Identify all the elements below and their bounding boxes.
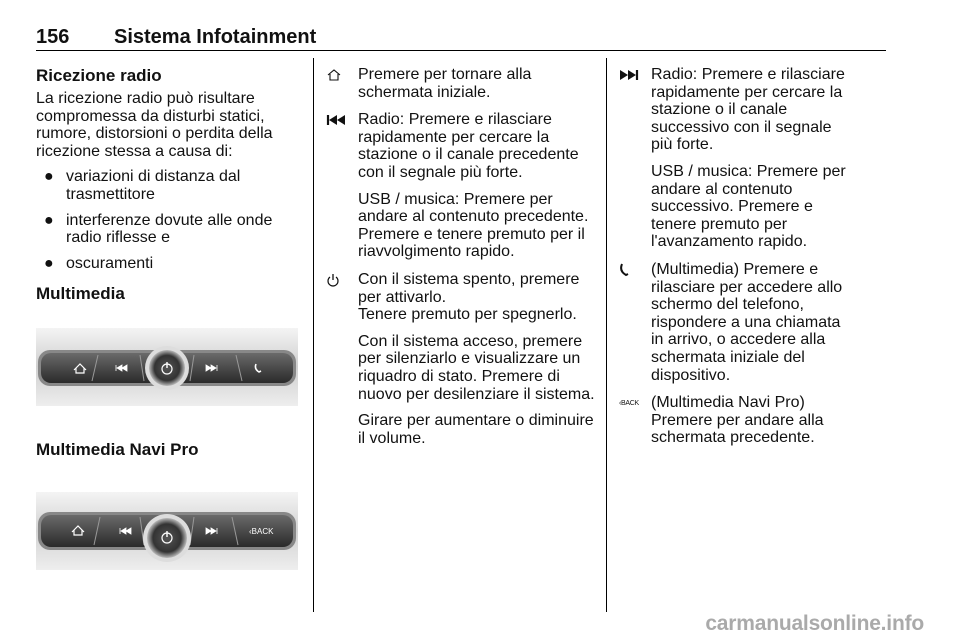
section-title: Sistema Infotainment bbox=[114, 26, 317, 48]
list-item: ● interferenze dovute alle onde radio riflesse e bbox=[44, 211, 273, 247]
page-header bbox=[36, 26, 316, 49]
column-divider bbox=[313, 58, 314, 612]
home-icon bbox=[326, 68, 346, 84]
previous-track-icon bbox=[326, 113, 346, 129]
column-divider bbox=[606, 58, 607, 612]
list-item: Premere per tornare alla schermata iniziale. bbox=[326, 66, 596, 101]
phone-icon bbox=[619, 263, 639, 279]
list-item: Con il sistema spento, premere per attivarlo. Tenere premuto per spegnerlo. Con il sistema acceso, premere per silenziarlo e visualizzare un riquadro di stato. Premere di nuovo per desilenziare il sistema. Girare per aumentare o diminuire il volume. bbox=[326, 271, 596, 447]
back-icon: ‹BACK bbox=[619, 400, 639, 408]
bullet-icon: ● bbox=[44, 168, 54, 186]
list-item: ‹BACK (Multimedia Navi Pro) Premere per andare alla schermata precedente. bbox=[619, 394, 824, 447]
watermark: carmanualsonline.info bbox=[705, 612, 924, 635]
bullet-icon: ● bbox=[44, 211, 54, 229]
power-icon bbox=[326, 273, 346, 289]
list-item: (Multimedia) Premere e rilasciare per accedere allo schermo del telefono, rispondere a una chiamata in arrivo, o accedere alla schermata iniziale del dispositivo. bbox=[619, 261, 849, 384]
heading-reception: Ricezione radio bbox=[36, 66, 162, 85]
bullet-icon: ● bbox=[44, 254, 54, 272]
header-rule bbox=[36, 50, 886, 51]
column-3 bbox=[619, 66, 849, 457]
list-item: ● variazioni di distanza dal trasmettitore bbox=[44, 168, 241, 203]
heading-multimedia: Multimedia bbox=[36, 284, 125, 304]
heading-navi-pro: Multimedia Navi Pro bbox=[36, 440, 199, 459]
list-item: Radio: Premere e rilasciare rapidamente per cercare la stazione o il canale successivo con il segnale più forte. USB / musica: Premere per andare al contenuto successivo. Premere e tenere premuto per l'avanzamento rapido. bbox=[619, 66, 849, 251]
list-item: ● oscuramenti bbox=[44, 254, 154, 272]
list-item: Radio: Premere e rilasciare rapidamente per cercare la stazione o il canale precedente con il segnale più forte. USB / musica: Premere per andare al contenuto precedente. Premere e tenere premuto per il riavvolgimento rapido. bbox=[326, 111, 596, 261]
column-2 bbox=[326, 66, 596, 457]
navi-pro-panel-image bbox=[36, 492, 298, 570]
back-button-label: ‹BACK bbox=[249, 527, 274, 536]
column-1-lower bbox=[36, 440, 302, 460]
multimedia-panel-image bbox=[36, 328, 298, 406]
intro-text: La ricezione radio può risultare compromessa da disturbi statici, rumore, distorsioni o perdita della ricezione stessa a causa di: bbox=[36, 90, 273, 160]
next-track-icon bbox=[619, 68, 639, 84]
column-1 bbox=[36, 66, 302, 304]
page-number: 156 bbox=[36, 26, 70, 48]
